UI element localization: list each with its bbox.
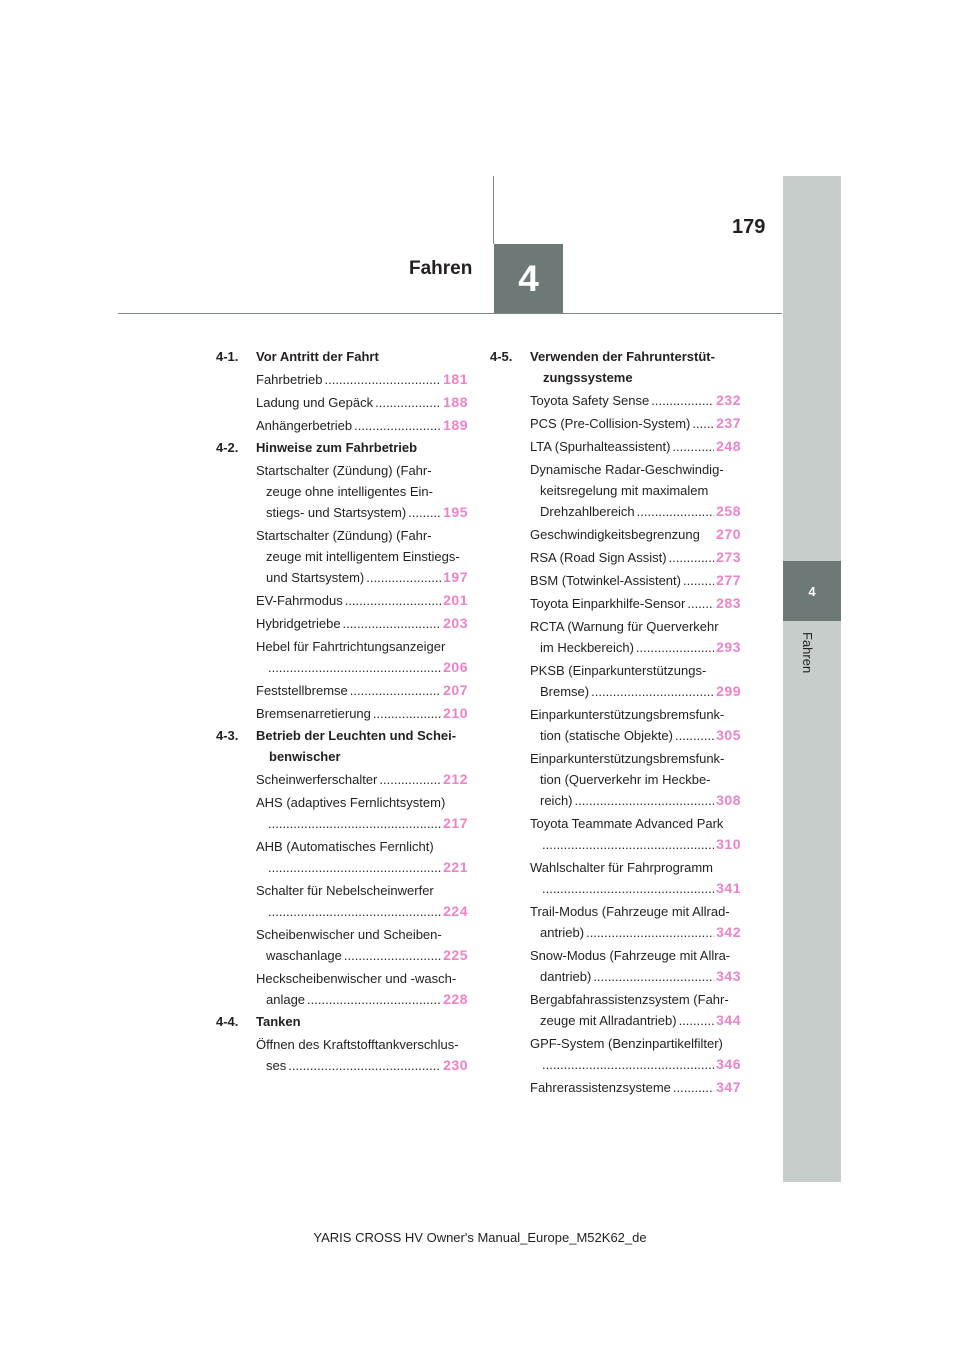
toc-page-link[interactable]: 232 xyxy=(716,392,741,408)
toc-entry-text: Fahrbetrieb xyxy=(256,372,323,387)
toc-leader xyxy=(375,392,441,413)
toc-entry[interactable] xyxy=(490,1033,741,1075)
toc-page-link[interactable]: 237 xyxy=(716,415,741,431)
toc-entry-line xyxy=(530,413,741,434)
toc-entry-text: reich) xyxy=(540,793,573,808)
toc-entry-text: Heckscheibenwischer und -wasch- xyxy=(256,971,457,986)
toc-entry-text: GPF-System (Benzinpartikelfilter) xyxy=(530,1036,723,1051)
toc-entry[interactable] xyxy=(490,524,741,545)
toc-entry[interactable] xyxy=(490,989,741,1031)
toc-entry-text: Öffnen des Kraftstofftankverschlus- xyxy=(256,1037,459,1052)
toc-entry-text: tion (statische Objekte) xyxy=(540,728,673,743)
toc-entry-text: Einparkunterstützungsbremsfunk- xyxy=(530,751,725,766)
toc-page-link[interactable]: 195 xyxy=(443,504,468,520)
toc-page-link[interactable]: 283 xyxy=(716,595,741,611)
toc-entry[interactable] xyxy=(490,1077,741,1098)
toc-page-link[interactable]: 293 xyxy=(716,639,741,655)
side-tab-number: 4 xyxy=(808,583,816,599)
toc-entry-line xyxy=(530,834,741,855)
toc-page-link[interactable]: 210 xyxy=(443,705,468,721)
toc-entry[interactable] xyxy=(216,968,468,1010)
toc-entry-line xyxy=(256,769,468,790)
toc-entry-text: Bergabfahrassistenzsystem (Fahr- xyxy=(530,992,729,1007)
toc-entry[interactable] xyxy=(216,460,468,523)
toc-entry[interactable] xyxy=(216,880,468,922)
toc-leader xyxy=(324,369,441,390)
toc-entry[interactable] xyxy=(490,390,741,411)
toc-leader xyxy=(350,680,441,701)
toc-leader xyxy=(268,857,441,878)
toc-entry-text: und Startsystem) xyxy=(266,570,365,585)
footer: YARIS CROSS HV Owner's Manual_Europe_M52K62_de xyxy=(313,1230,647,1245)
toc-entry-text: zeuge mit Allradantrieb) xyxy=(540,1013,677,1028)
toc-entry-text: Toyota Teammate Advanced Park xyxy=(530,816,724,831)
toc-entry-line xyxy=(530,436,741,457)
toc-leader xyxy=(637,501,714,522)
toc-entry[interactable] xyxy=(216,590,468,611)
toc-section-heading xyxy=(490,346,741,388)
toc-section-number: 4-1. xyxy=(216,349,239,364)
toc-leader xyxy=(343,613,442,634)
toc-entry-line xyxy=(530,390,741,411)
toc-entry-line xyxy=(256,369,468,390)
toc-page-link[interactable]: 248 xyxy=(716,438,741,454)
toc-entry-text: Feststellbremse xyxy=(256,683,348,698)
toc-entry-text: stiegs- und Startsystem) xyxy=(266,505,407,520)
toc-entry-text: Drehzahlbereich xyxy=(540,504,635,519)
toc-page-link[interactable]: 212 xyxy=(443,771,468,787)
toc-leader xyxy=(542,878,714,899)
toc-page-link[interactable]: 310 xyxy=(716,836,741,852)
toc-leader xyxy=(692,413,714,434)
toc-entry-line xyxy=(256,1055,468,1076)
toc-leader xyxy=(651,390,714,411)
toc-entry-text: Wahlschalter für Fahrprogramm xyxy=(530,860,714,875)
toc-entry-text: Bremsenarretierung xyxy=(256,706,371,721)
toc-page-link[interactable]: 273 xyxy=(716,549,741,565)
toc-entry-line xyxy=(530,878,741,899)
chapter-number-box xyxy=(494,244,563,313)
toc-entry[interactable] xyxy=(216,369,468,390)
toc-leader xyxy=(408,502,441,523)
toc-section-title: Tanken xyxy=(256,1014,301,1029)
toc-entry-line xyxy=(256,415,468,436)
toc-page-link[interactable]: 197 xyxy=(443,569,468,585)
toc-section-title-cont: benwischer xyxy=(269,749,341,764)
toc-entry-line xyxy=(530,790,741,811)
toc-entry-text: keitsregelung mit maximalem xyxy=(540,483,709,498)
toc-entry-line xyxy=(530,501,741,522)
toc-entry-line xyxy=(256,813,468,834)
toc-section-number: 4-4. xyxy=(216,1014,239,1029)
toc-leader xyxy=(675,725,714,746)
toc-entry[interactable] xyxy=(490,616,741,658)
toc-entry-text: EV-Fahrmodus xyxy=(256,593,343,608)
toc-entry-text: antrieb) xyxy=(540,925,585,940)
toc-leader xyxy=(672,436,714,457)
toc-entry-text: Scheibenwischer und Scheiben- xyxy=(256,927,442,942)
toc-entry-line xyxy=(256,657,468,678)
toc-entry[interactable] xyxy=(490,547,741,568)
toc-entry-text: RCTA (Warnung für Querverkehr xyxy=(530,619,719,634)
toc-entry[interactable] xyxy=(216,415,468,436)
toc-entry-line xyxy=(530,681,741,702)
page-number: 179 xyxy=(732,216,766,238)
toc-entry-text: Hybridgetriebe xyxy=(256,616,341,631)
toc-entry[interactable] xyxy=(216,924,468,966)
toc-entry-text: Einparkunterstützungsbremsfunk- xyxy=(530,707,725,722)
toc-left-column xyxy=(216,345,468,1076)
toc-entry[interactable] xyxy=(216,392,468,413)
toc-leader xyxy=(636,637,714,658)
toc-entry[interactable] xyxy=(490,748,741,811)
toc-entry-line xyxy=(256,989,468,1010)
toc-entry-text: BSM (Totwinkel-Assistent) xyxy=(530,573,681,588)
toc-page-link[interactable]: 221 xyxy=(443,859,468,875)
toc-section-title-cont: zungssysteme xyxy=(543,370,633,385)
toc-entry[interactable] xyxy=(216,636,468,678)
header-vertical-rule xyxy=(493,176,494,244)
toc-entry[interactable] xyxy=(490,857,741,899)
toc-entry-line xyxy=(530,725,741,746)
toc-entry[interactable] xyxy=(216,680,468,701)
toc-entry-text: dantrieb) xyxy=(540,969,592,984)
toc-leader xyxy=(593,966,714,987)
toc-leader xyxy=(344,945,441,966)
toc-leader xyxy=(542,834,714,855)
toc-entry[interactable] xyxy=(490,413,741,434)
toc-entry[interactable] xyxy=(490,593,741,614)
toc-entry-text: RSA (Road Sign Assist) xyxy=(530,550,667,565)
toc-section-heading xyxy=(216,346,468,367)
toc-section-heading xyxy=(216,437,468,458)
toc-page-link[interactable]: 203 xyxy=(443,615,468,631)
toc-entry-line xyxy=(530,1077,741,1098)
toc-entry-text: zeuge ohne intelligentes Ein- xyxy=(266,484,433,499)
toc-section-title: Verwenden der Fahrunterstüt- xyxy=(530,349,715,364)
toc-entry-line xyxy=(256,567,468,588)
toc-leader xyxy=(687,593,714,614)
toc-entry-text: Startschalter (Zündung) (Fahr- xyxy=(256,528,432,543)
toc-page-link[interactable]: 206 xyxy=(443,659,468,675)
toc-entry[interactable] xyxy=(216,703,468,724)
toc-entry-line xyxy=(530,570,741,591)
toc-entry-line xyxy=(256,392,468,413)
toc-leader xyxy=(345,590,441,611)
toc-entry-line xyxy=(256,502,468,523)
toc-section-heading xyxy=(216,1011,468,1032)
toc-page-link[interactable]: 201 xyxy=(443,592,468,608)
toc-entry[interactable] xyxy=(216,525,468,588)
toc-entry-text: zeuge mit intelligentem Einstiegs- xyxy=(266,549,460,564)
toc-right-column xyxy=(490,345,741,1098)
toc-leader xyxy=(373,703,441,724)
toc-entry[interactable] xyxy=(490,813,741,855)
chapter-number: 4 xyxy=(518,257,539,299)
toc-entry-line xyxy=(256,703,468,724)
toc-leader xyxy=(354,415,441,436)
toc-page-link[interactable]: 341 xyxy=(716,880,741,896)
toc-page-link[interactable]: 225 xyxy=(443,947,468,963)
toc-page-link[interactable]: 189 xyxy=(443,417,468,433)
toc-entry-text: Scheinwerferschalter xyxy=(256,772,378,787)
toc-leader xyxy=(586,922,714,943)
toc-page-link[interactable]: 207 xyxy=(443,682,468,698)
toc-entry-text: AHS (adaptives Fernlichtsystem) xyxy=(256,795,446,810)
toc-page-link[interactable]: 305 xyxy=(716,727,741,743)
toc-section-number: 4-2. xyxy=(216,440,239,455)
toc-entry-text: LTA (Spurhalteassistent) xyxy=(530,439,671,454)
toc-entry-text: im Heckbereich) xyxy=(540,640,634,655)
toc-page-link[interactable]: 188 xyxy=(443,394,468,410)
toc-leader xyxy=(542,1054,714,1075)
toc-entry[interactable] xyxy=(490,704,741,746)
toc-page-link[interactable]: 228 xyxy=(443,991,468,1007)
toc-page-link[interactable]: 277 xyxy=(716,572,741,588)
toc-entry-line xyxy=(530,637,741,658)
toc-entry-text: tion (Querverkehr im Heckbe- xyxy=(540,772,711,787)
toc-entry-text: PCS (Pre-Collision-System) xyxy=(530,416,691,431)
toc-leader xyxy=(669,547,715,568)
toc-entry[interactable] xyxy=(490,570,741,591)
toc-entry-text: Schalter für Nebelscheinwerfer xyxy=(256,883,434,898)
toc-entry[interactable] xyxy=(216,1034,468,1076)
toc-entry-text: PKSB (Einparkunterstützungs- xyxy=(530,663,707,678)
toc-entry-line xyxy=(530,524,741,545)
toc-entry-line xyxy=(256,590,468,611)
toc-section-heading xyxy=(216,725,468,767)
chapter-title: Fahren xyxy=(409,258,473,279)
toc-page-link[interactable]: 181 xyxy=(443,371,468,387)
toc-leader xyxy=(268,657,441,678)
toc-page-link[interactable]: 346 xyxy=(716,1056,741,1072)
toc-entry-text: anlage xyxy=(266,992,306,1007)
toc-page-link[interactable]: 224 xyxy=(443,903,468,919)
toc-page-link[interactable]: 308 xyxy=(716,792,741,808)
toc-leader xyxy=(683,570,714,591)
toc-leader xyxy=(673,1077,714,1098)
toc-entry-text: Startschalter (Zündung) (Fahr- xyxy=(256,463,432,478)
toc-page-link[interactable]: 343 xyxy=(716,968,741,984)
toc-entry-line xyxy=(256,857,468,878)
toc-entry[interactable] xyxy=(216,769,468,790)
toc-entry[interactable] xyxy=(490,901,741,943)
toc-leader xyxy=(307,989,441,1010)
toc-entry[interactable] xyxy=(490,945,741,987)
side-tab-label: Fahren xyxy=(800,632,815,674)
toc-page-link[interactable]: 342 xyxy=(716,924,741,940)
toc-page-link[interactable]: 258 xyxy=(716,503,741,519)
toc-entry-text: waschanlage xyxy=(266,948,342,963)
toc-entry-line xyxy=(256,945,468,966)
toc-section-number: 4-5. xyxy=(490,349,513,364)
toc-entry[interactable] xyxy=(216,836,468,878)
toc-entry-line xyxy=(530,547,741,568)
toc-entry-text: Dynamische Radar-Geschwindig- xyxy=(530,462,724,477)
toc-entry-text: Ladung und Gepäck xyxy=(256,395,374,410)
toc-entry-text: Snow-Modus (Fahrzeuge mit Allra- xyxy=(530,948,731,963)
toc-section-title: Hinweise zum Fahrbetrieb xyxy=(256,440,418,455)
toc-entry-text: ses xyxy=(266,1058,287,1073)
toc-leader xyxy=(268,813,441,834)
toc-entry-text: Anhängerbetrieb xyxy=(256,418,353,433)
toc-leader xyxy=(591,681,714,702)
toc-entry-text: Fahrerassistenzsysteme xyxy=(530,1080,671,1095)
toc-leader xyxy=(288,1055,441,1076)
toc-entry-text: Hebel für Fahrtrichtungsanzeiger xyxy=(256,639,446,654)
toc-entry-line xyxy=(530,1054,741,1075)
toc-page-link[interactable]: 230 xyxy=(443,1057,468,1073)
toc-entry-line xyxy=(256,680,468,701)
header-horizontal-rule xyxy=(118,313,782,314)
toc-page-link[interactable]: 344 xyxy=(716,1012,741,1028)
toc-entry-text: Toyota Safety Sense xyxy=(530,393,650,408)
toc-entry-line xyxy=(256,613,468,634)
toc-page-link[interactable]: 217 xyxy=(443,815,468,831)
toc-leader xyxy=(575,790,715,811)
toc-page-link[interactable]: 299 xyxy=(716,683,741,699)
toc-entry-line xyxy=(530,1010,741,1031)
toc-entry-text: AHB (Automatisches Fernlicht) xyxy=(256,839,434,854)
toc-entry[interactable] xyxy=(216,613,468,634)
side-tab-number-box xyxy=(783,561,841,621)
toc-section-title: Betrieb der Leuchten und Schei- xyxy=(256,728,457,743)
toc-entry-text: Bremse) xyxy=(540,684,590,699)
toc-leader xyxy=(268,901,441,922)
toc-section-number: 4-3. xyxy=(216,728,239,743)
toc-entry-line xyxy=(530,922,741,943)
toc-entry[interactable] xyxy=(216,792,468,834)
toc-page-link[interactable]: 347 xyxy=(716,1079,741,1095)
toc-leader xyxy=(379,769,441,790)
toc-entry[interactable] xyxy=(490,660,741,702)
toc-entry-line xyxy=(530,593,741,614)
toc-entry-text: Toyota Einparkhilfe-Sensor xyxy=(530,596,686,611)
toc-entry-line xyxy=(256,901,468,922)
toc-leader xyxy=(679,1010,715,1031)
toc-section-title: Vor Antritt der Fahrt xyxy=(256,349,379,364)
toc-entry[interactable] xyxy=(490,436,741,457)
toc-entry-line xyxy=(530,966,741,987)
toc-entry-text: Geschwindigkeitsbegrenzung xyxy=(530,527,700,542)
toc-page-link[interactable]: 270 xyxy=(716,526,741,542)
toc-entry[interactable] xyxy=(490,459,741,522)
toc-leader xyxy=(366,567,441,588)
toc-entry-text: Trail-Modus (Fahrzeuge mit Allrad- xyxy=(530,904,730,919)
